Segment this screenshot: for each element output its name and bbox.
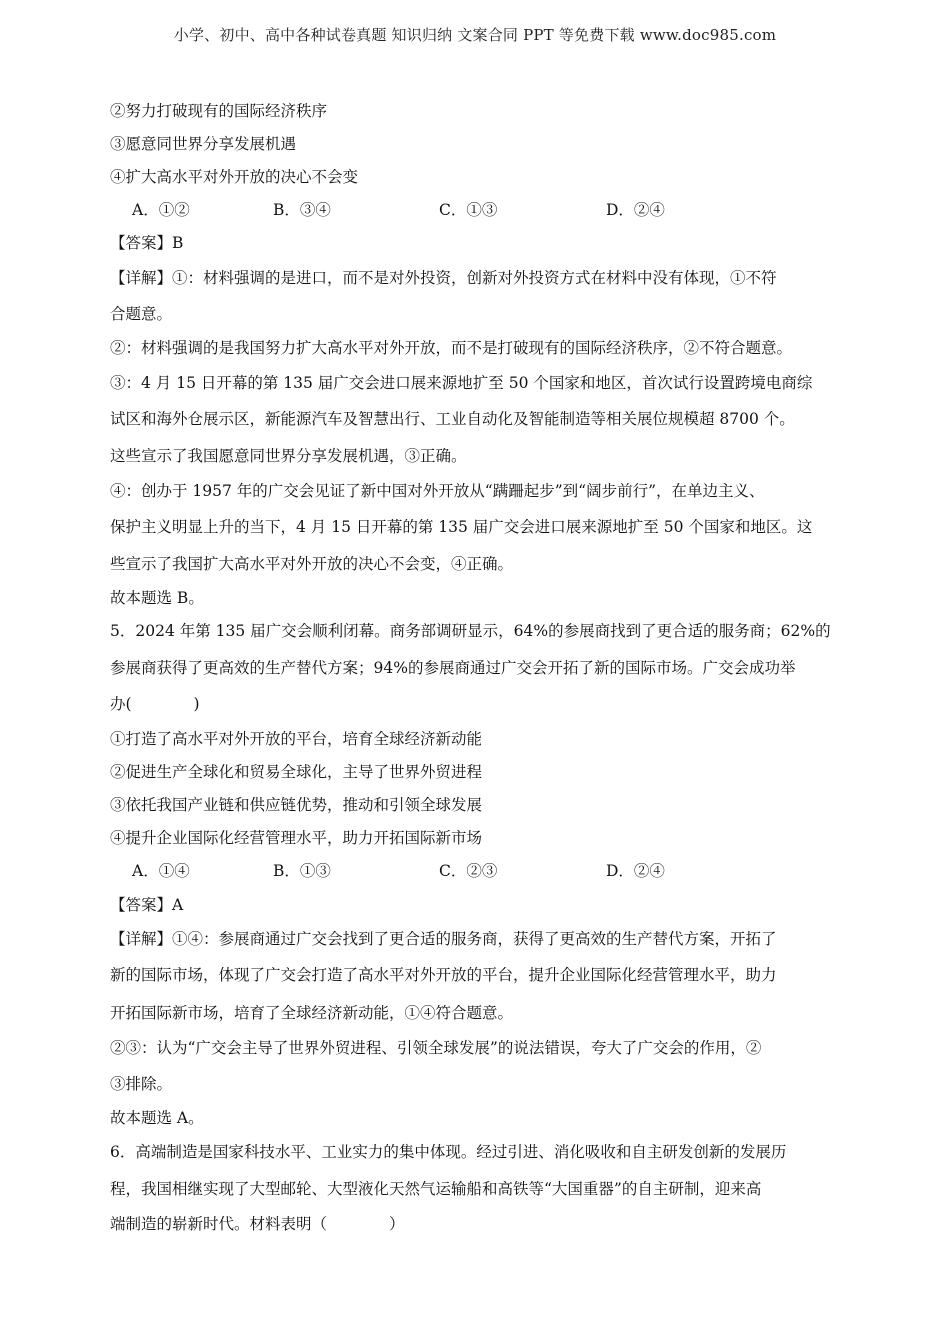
q4-explain-line: 合题意。: [110, 305, 173, 323]
q4-option-b[interactable]: B．③④: [273, 201, 331, 219]
page-header: 小学、初中、高中各种试卷真题 知识归纳 文案合同 PPT 等免费下载 www.doc985.com: [173, 26, 777, 44]
q4-choice-3: ③愿意同世界分享发展机遇: [110, 135, 297, 153]
q4-option-c[interactable]: C．①③: [439, 201, 498, 219]
q6-stem-line: 端制造的崭新时代。材料表明（ ）: [110, 1215, 405, 1233]
q5-option-a[interactable]: A．①④: [132, 862, 190, 880]
q4-explain-line: 这些宣示了我国愿意同世界分享发展机遇，③正确。: [110, 447, 467, 465]
q5-stem-line: 办( ): [110, 695, 200, 713]
q4-explain-line: ③：4 月 15 日开幕的第 135 届广交会进口展来源地扩至 50 个国家和地区，首次试行设置跨境电商综: [110, 374, 813, 392]
q4-explain-line: ④：创办于 1957 年的广交会见证了新中国对外开放从“蹒跚起步”到“阔步前行”，在单边主义、: [110, 482, 765, 500]
q4-explain-line: 试区和海外仓展示区，新能源汽车及智慧出行、工业自动化及智能制造等相关展位规模超 8700 个。: [110, 410, 795, 428]
q6-stem-line: 6．高端制造是国家科技水平、工业实力的集中体现。经过引进、消化吸收和自主研发创新的发展历: [110, 1143, 787, 1161]
q5-choice-1: ①打造了高水平对外开放的平台，培育全球经济新动能: [110, 730, 483, 748]
q5-explain-line: 新的国际市场，体现了广交会打造了高水平对外开放的平台，提升企业国际化经营管理水平，助力: [110, 966, 777, 984]
q5-option-b[interactable]: B．①③: [273, 862, 331, 880]
q5-conclusion: 故本题选 A。: [110, 1109, 204, 1127]
q4-option-a[interactable]: A．①②: [132, 201, 190, 219]
q4-option-d[interactable]: D．②④: [606, 201, 665, 219]
q4-explain-line: 保护主义明显上升的当下，4 月 15 日开幕的第 135 届广交会进口展来源地扩至 50 个国家和地区。这: [110, 518, 813, 536]
q5-explain-line: ③排除。: [110, 1075, 173, 1093]
q5-option-d[interactable]: D．②④: [606, 862, 665, 880]
q4-explain-line: 些宣示了我国扩大高水平对外开放的决心不会变，④正确。: [110, 555, 514, 573]
q5-stem-line: 5．2024 年第 135 届广交会顺利闭幕。商务部调研显示，64%的参展商找到了更合适的服务商；62%的: [110, 622, 831, 640]
q4-choice-4: ④扩大高水平对外开放的决心不会变: [110, 168, 359, 186]
q5-explain-line: ②③：认为“广交会主导了世界外贸进程、引领全球发展”的说法错误，夸大了广交会的作用，②: [110, 1039, 762, 1057]
q6-stem-line: 程，我国相继实现了大型邮轮、大型液化天然气运输船和高铁等“大国重器”的自主研制，迎来高: [110, 1180, 762, 1198]
q4-explain-line: ②：材料强调的是我国努力扩大高水平对外开放，而不是打破现有的国际经济秩序，②不符合题意。: [110, 339, 793, 357]
q4-explain-line: 【详解】①：材料强调的是进口，而不是对外投资，创新对外投资方式在材料中没有体现，①不符: [110, 269, 777, 287]
q5-choice-2: ②促进生产全球化和贸易全球化，主导了世界外贸进程: [110, 763, 483, 781]
q4-answer: 【答案】B: [110, 234, 184, 252]
q4-conclusion: 故本题选 B。: [110, 589, 204, 607]
q5-choice-4: ④提升企业国际化经营管理水平，助力开拓国际新市场: [110, 829, 483, 847]
q5-choice-3: ③依托我国产业链和供应链优势，推动和引领全球发展: [110, 796, 483, 814]
q5-stem-line: 参展商获得了更高效的生产替代方案；94%的参展商通过广交会开拓了新的国际市场。广交会成功举: [110, 659, 796, 677]
q5-explain-line: 开拓国际新市场，培育了全球经济新动能，①④符合题意。: [110, 1004, 514, 1022]
q5-option-c[interactable]: C．②③: [439, 862, 498, 880]
q4-choice-2: ②努力打破现有的国际经济秩序: [110, 102, 328, 120]
q5-explain-line: 【详解】①④：参展商通过广交会找到了更合适的服务商，获得了更高效的生产替代方案，开拓了: [110, 930, 777, 948]
q5-answer: 【答案】A: [110, 896, 184, 914]
